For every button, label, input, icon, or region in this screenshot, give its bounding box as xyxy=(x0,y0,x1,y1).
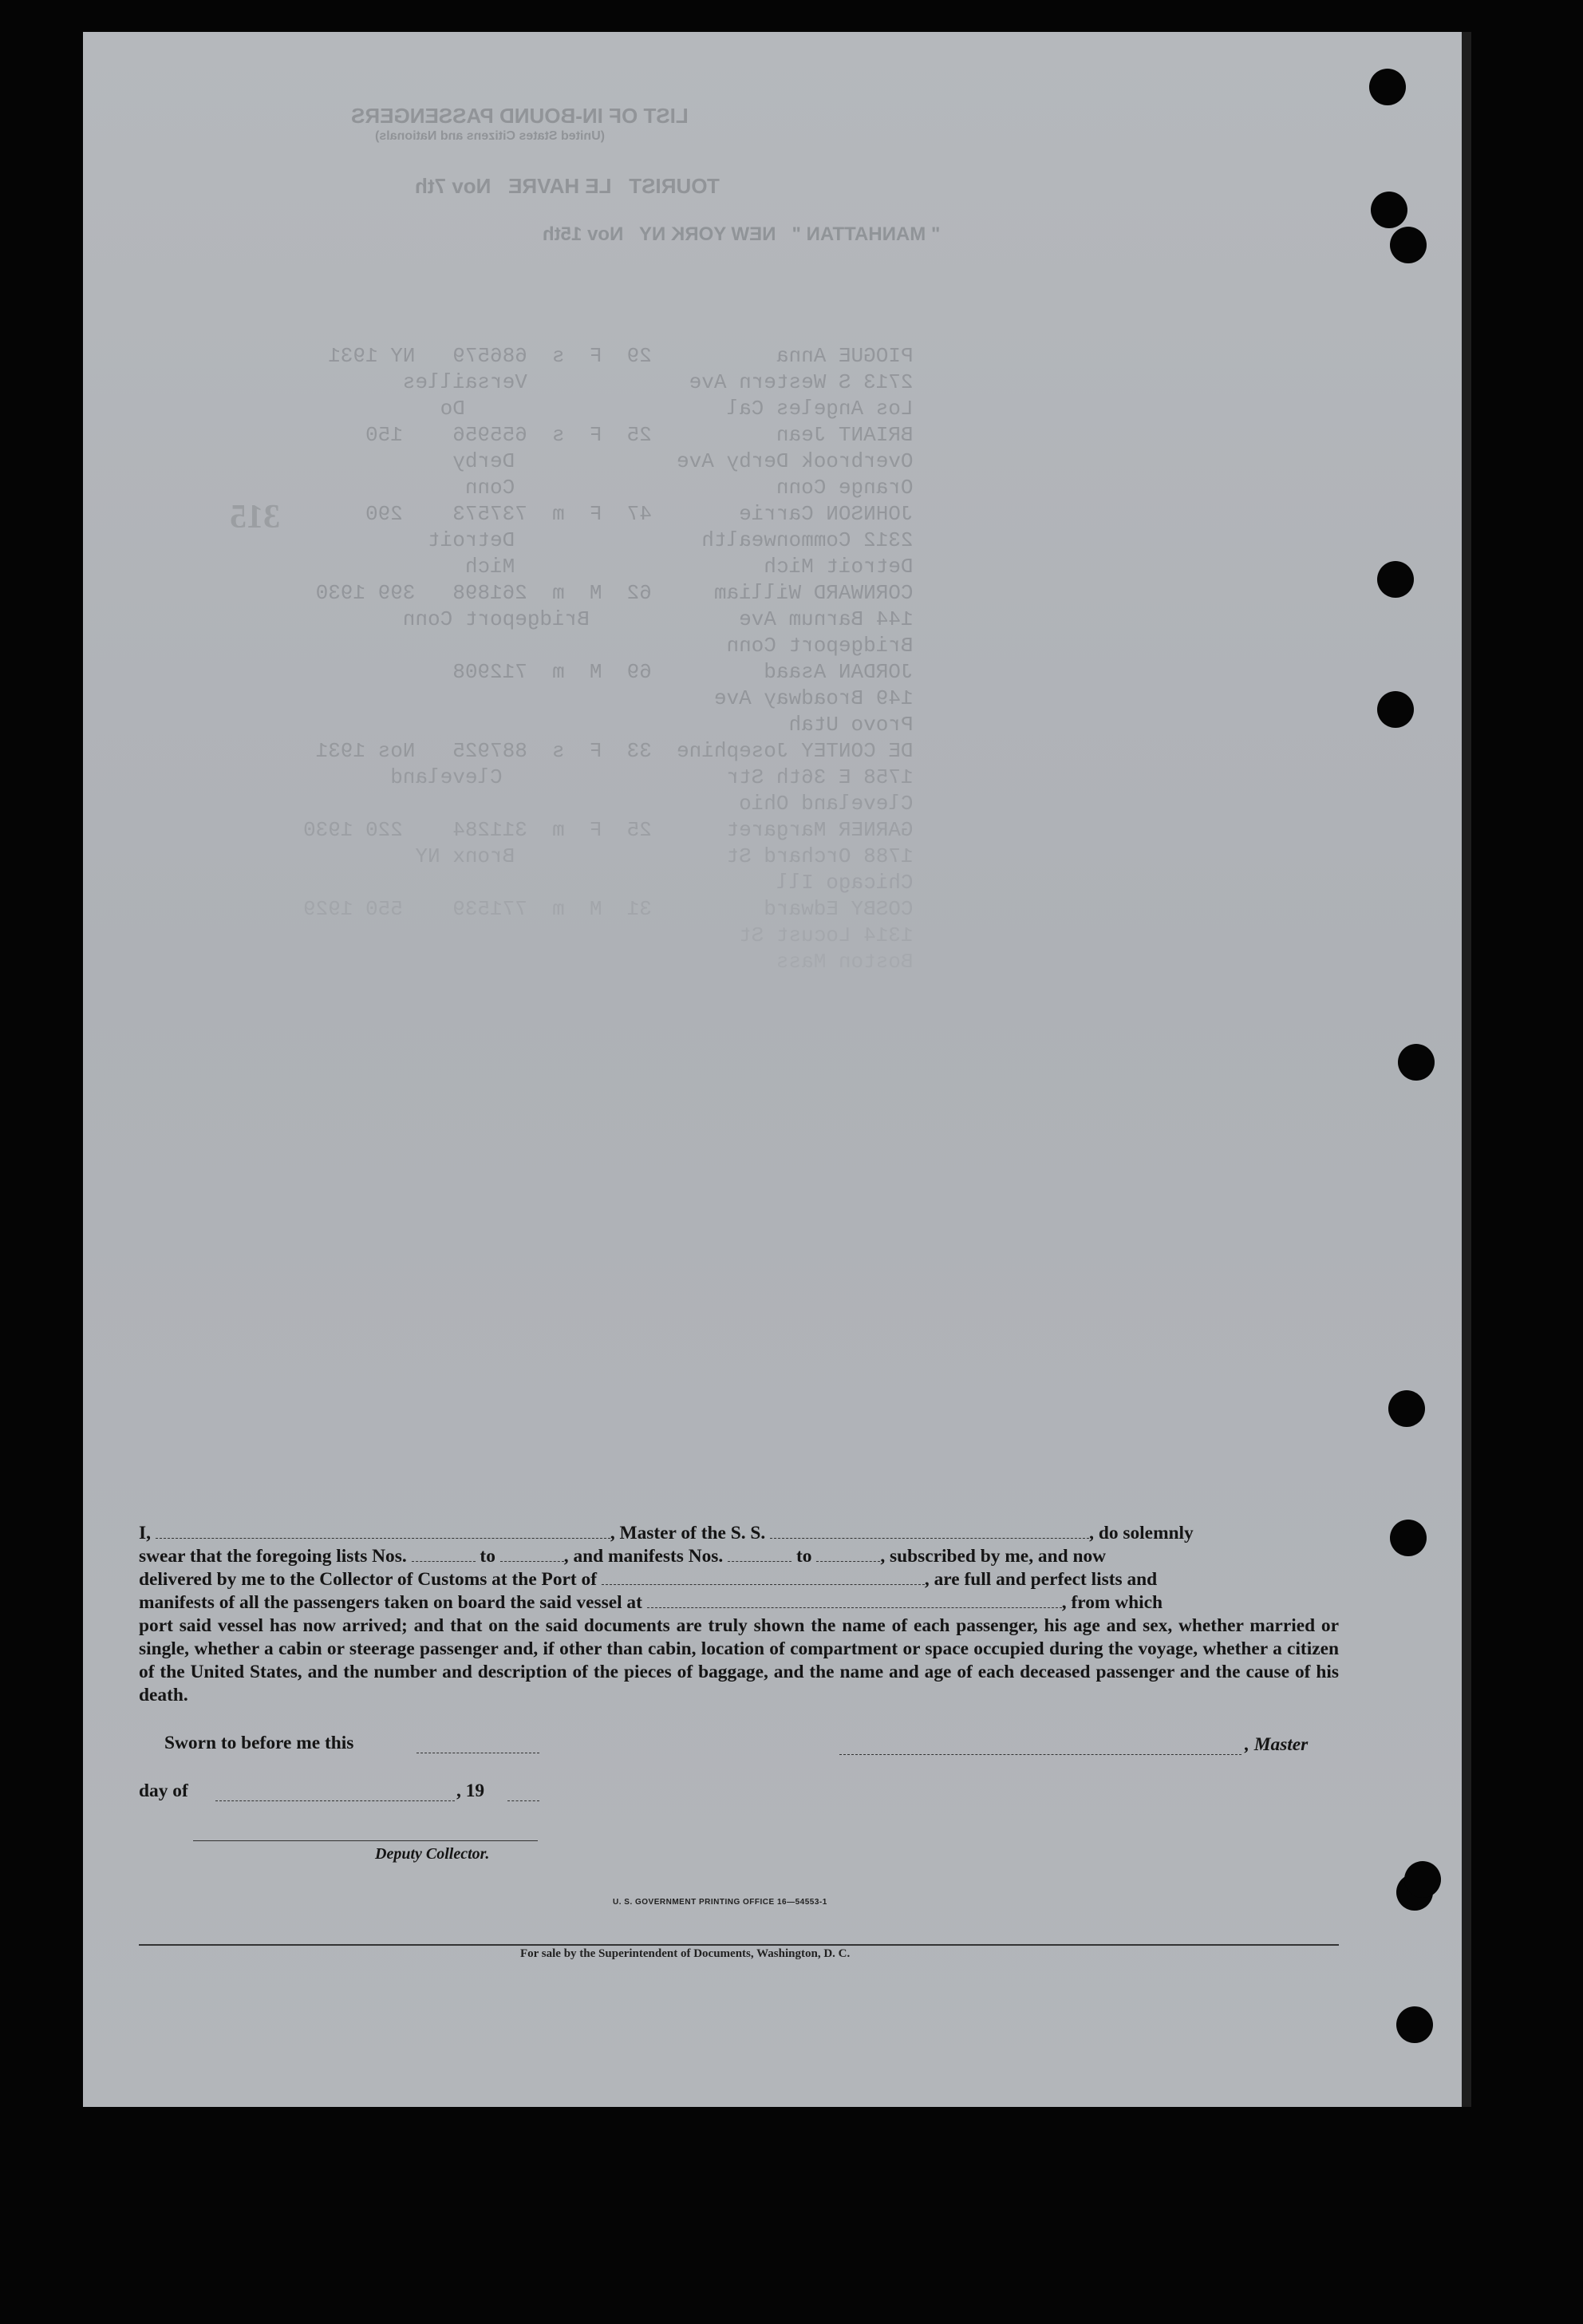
ghost-passenger-line: Cleveland Ohio xyxy=(739,792,914,816)
ghost-passenger-line: DE CONTEY Josephine 33 F s 887925 Nos 1931 xyxy=(315,739,914,763)
punch-hole xyxy=(1390,227,1427,263)
ghost-passenger-line: 2713 S Western Ave Versailles xyxy=(402,370,914,394)
oath-text: , do solemnly xyxy=(1089,1523,1194,1543)
ghost-header-line: " MANHATTAN " NEW YORK NY Nov 15th xyxy=(543,223,941,245)
punch-hole xyxy=(1404,1861,1441,1898)
ghost-passenger-line: Los Angeles Cal Do xyxy=(440,397,914,421)
oath-text: port said vessel has now arrived; and that on the said documents are truly shown the name of each passenger, his age and sex, whether married or single, whether a cabin or steerage passenger and, if other than cabin, location of compartment or space occupied during the voyage, whether a citizen of the United States, and the number and description of the pieces of baggage, and the name and age of each deceased passenger and the cause of his death. xyxy=(139,1615,1339,1705)
sheet-edge-shadow xyxy=(1462,32,1471,2107)
ghost-header-title: LIST OF IN-BOUND PASSENGERS xyxy=(351,104,689,128)
ghost-passenger-line: PIOGUE Anna 29 F s 686579 NY 1931 xyxy=(328,344,914,368)
list-to-field[interactable] xyxy=(500,1547,564,1562)
ghost-passenger-line: Bridgeport Conn xyxy=(726,634,914,658)
sworn-label: Sworn to before me this xyxy=(164,1733,354,1753)
ghost-passenger-line: 1758 E 36th Str Cleveland xyxy=(390,765,914,789)
ghost-passenger-line: 144 Barnum Ave Bridgeport Conn xyxy=(402,607,914,631)
punch-hole xyxy=(1371,192,1407,228)
embarkation-port-field[interactable] xyxy=(647,1593,1062,1608)
footer-rule xyxy=(139,1944,1339,1946)
master-label: , Master xyxy=(1245,1734,1309,1755)
oath-text: , from which xyxy=(1061,1592,1163,1613)
ghost-header-subtitle: (United States Citizens and Nationals) xyxy=(375,129,606,143)
oath-text: to xyxy=(480,1546,495,1567)
ghost-header-line: TOURIST LE HAVRE Nov 7th xyxy=(415,174,720,198)
deputy-collector-label: Deputy Collector. xyxy=(375,1845,490,1863)
ghost-passenger-line: JOHNSON Carrie 47 F m 737573 290 xyxy=(365,502,914,526)
ghost-passenger-line: Detroit Mich Mich xyxy=(464,555,914,579)
ghost-passenger-line: Chicago Ill xyxy=(776,871,914,895)
oath-text: , and manifests Nos. xyxy=(563,1546,724,1567)
ghost-passenger-line: BRIANT Jean 25 F s 655956 150 xyxy=(365,423,914,447)
ghost-passenger-line: Boston Mass xyxy=(776,950,914,974)
ghost-passenger-line: COSBY Edward 31 M m 771539 550 1929 xyxy=(303,897,914,921)
master-name-field[interactable] xyxy=(156,1524,610,1539)
ghost-passenger-line: 149 Broadway Ave xyxy=(713,686,914,710)
ghost-passenger-line: Provo Utah xyxy=(788,713,914,737)
punch-hole xyxy=(1390,1520,1427,1556)
punch-hole xyxy=(1396,2006,1433,2043)
ghost-passenger-line: 2312 Commonwealth Detroit xyxy=(428,528,914,552)
ghost-passenger-line: Overbrook Derby Ave Derby xyxy=(452,449,914,473)
oath-text: swear that the foregoing lists Nos. xyxy=(139,1546,407,1567)
punch-hole xyxy=(1377,561,1414,598)
gpo-imprint: U. S. GOVERNMENT PRINTING OFFICE 16—54553-1 xyxy=(613,1898,827,1907)
oath-text: , are full and perfect lists and xyxy=(924,1569,1158,1590)
punch-hole xyxy=(1377,691,1414,728)
master-signature-field[interactable] xyxy=(839,1740,1242,1755)
ghost-passenger-line: JORDAN Asaad 69 M m 712908 xyxy=(452,660,914,684)
punch-hole xyxy=(1369,69,1406,105)
vessel-name-field[interactable] xyxy=(770,1524,1089,1539)
master-oath xyxy=(139,1522,1339,1707)
ghost-passenger-line: 1788 Orchard St Bronx NY xyxy=(415,844,914,868)
ghost-passenger-line: Orange Conn Conn xyxy=(464,476,914,500)
oath-text: , Master of the S. S. xyxy=(610,1523,766,1543)
year-field[interactable] xyxy=(507,1786,539,1801)
year-prefix: , 19 xyxy=(456,1781,485,1801)
sale-notice: For sale by the Superintendent of Documents, Washington, D. C. xyxy=(520,1947,851,1960)
punch-hole xyxy=(1398,1044,1435,1081)
manifest-to-field[interactable] xyxy=(816,1547,880,1562)
ghost-passenger-line: CORNWARD William 62 M m 261898 399 1930 xyxy=(315,581,914,605)
oath-text: , subscribed by me, and now xyxy=(880,1546,1107,1567)
sworn-date-field[interactable] xyxy=(416,1738,539,1753)
ghost-stamp-number: 315 xyxy=(230,499,280,536)
month-field[interactable] xyxy=(215,1786,455,1801)
oath-text: to xyxy=(795,1546,812,1567)
list-from-field[interactable] xyxy=(412,1547,476,1562)
ghost-passenger-rows xyxy=(303,343,914,975)
punch-hole xyxy=(1388,1390,1425,1427)
oath-text: I, xyxy=(139,1523,151,1543)
ghost-passenger-line: GARNER Margaret 25 F m 311284 220 1930 xyxy=(303,818,914,842)
port-field[interactable] xyxy=(602,1570,925,1585)
deputy-signature-line[interactable] xyxy=(193,1840,538,1841)
ghost-passenger-line: 1314 Locust St xyxy=(739,923,914,947)
day-of-label: day of xyxy=(139,1781,188,1801)
oath-text: delivered by me to the Collector of Customs at the Port of xyxy=(139,1569,598,1590)
oath-text: manifests of all the passengers taken on board the said vessel at xyxy=(139,1592,642,1613)
manifest-from-field[interactable] xyxy=(728,1547,792,1562)
